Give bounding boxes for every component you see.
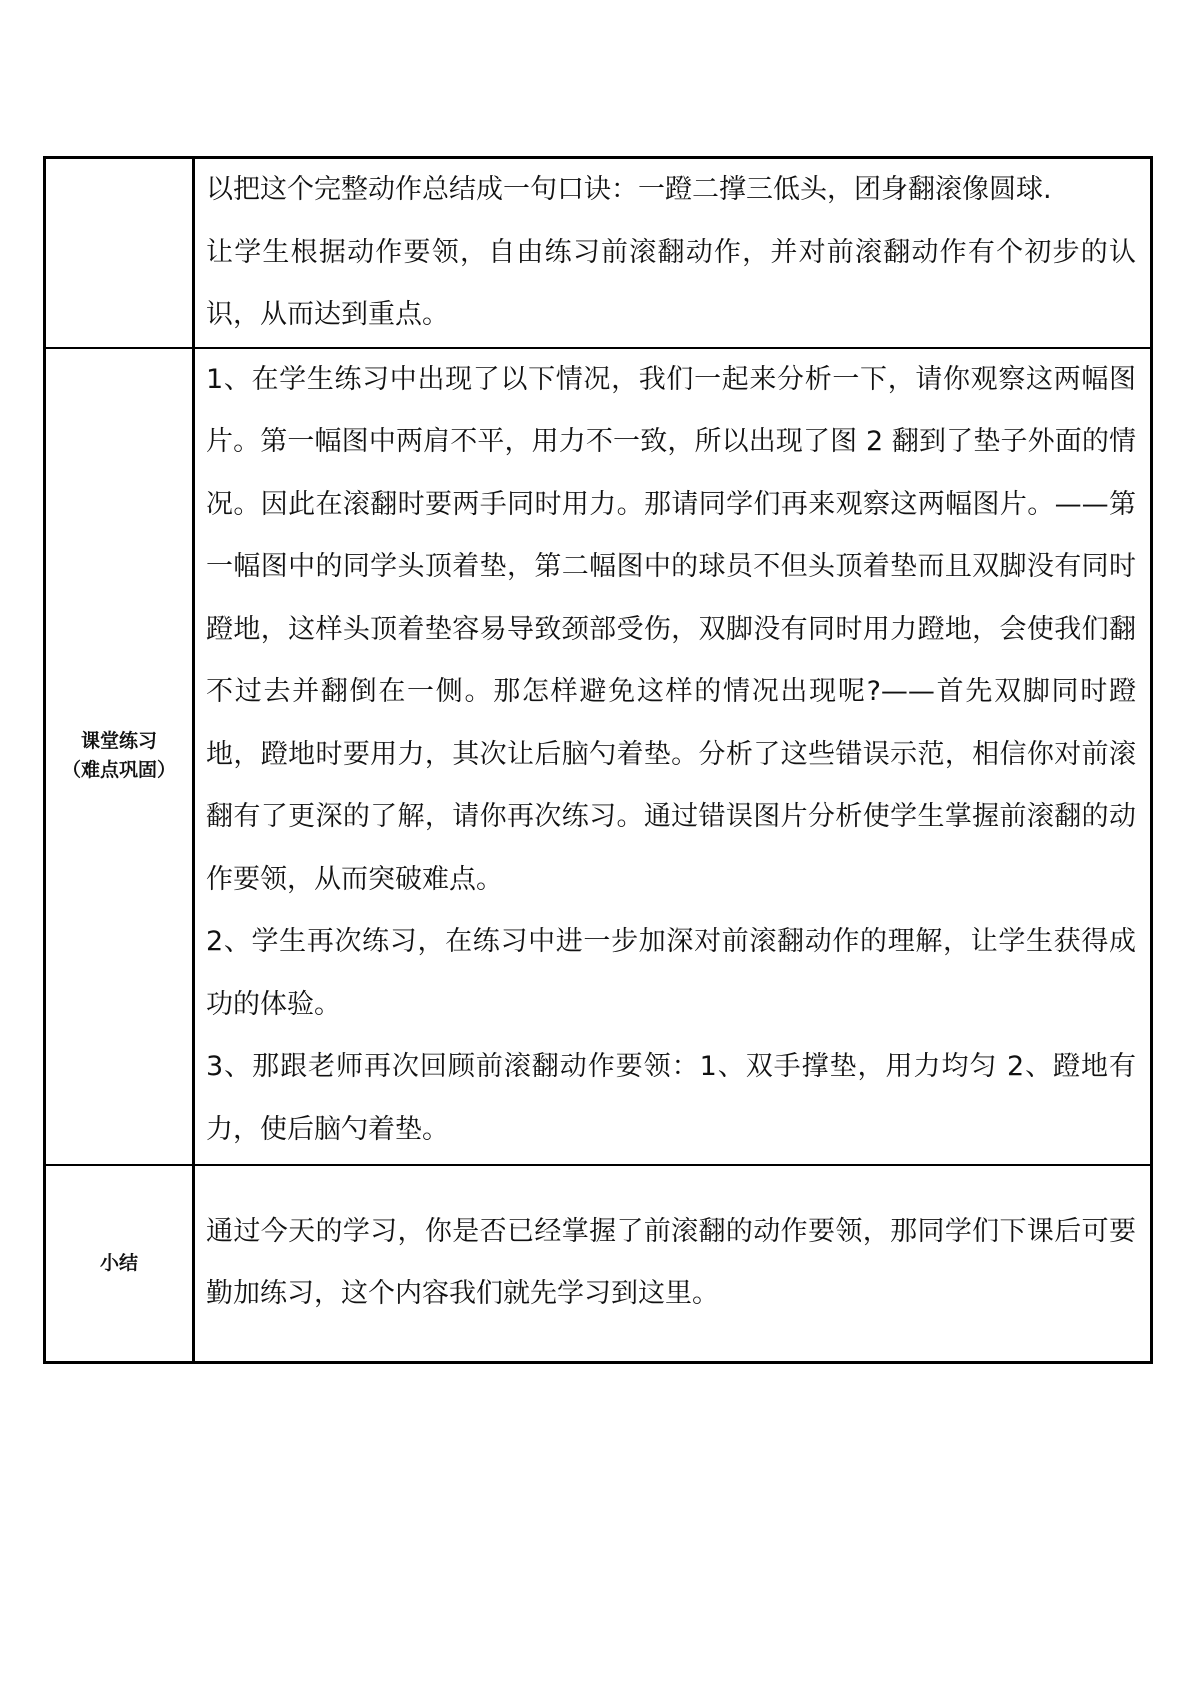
row-content-cell (194, 158, 1152, 348)
row-content-cell (194, 1165, 1152, 1363)
row-label-cell (45, 348, 194, 1165)
row-label-cell (45, 1165, 194, 1363)
row-label-cell (45, 158, 194, 348)
paragraph: 通过今天的学习，你是否已经掌握了前滚翻的动作要领，那同学们下课后可要勤加练习，这个内容我们就先学习到这里。 (206, 1215, 1136, 1309)
table-row (45, 348, 1152, 1165)
paragraph: 让学生根据动作要领，自由练习前滚翻动作，并对前滚翻动作有个初步的认识，从而达到重点。 (206, 236, 1136, 330)
row-label-line: （难点巩固） (61, 759, 176, 781)
paragraph: 2、学生再次练习，在练习中进一步加深对前滚翻动作的理解，让学生获得成功的体验。 (206, 926, 1136, 1020)
paragraph: 1、在学生练习中出现了以下情况，我们一起来分析一下，请你观察这两幅图片。第一幅图中两肩不平，用力不一致，所以出现了图 2 翻到了垫子外面的情况。因此在滚翻时要两手同时用力。那请同学们再来观察这两幅图片。——第一幅图中的同学头顶着垫，第二幅图中的球员不但头顶着垫而且双脚没有同时蹬地，这样头顶着垫容易导致颈部受伤，双脚没有同时用力蹬地，会使我们翻不过去并翻倒在一侧。那怎样避免这样的情况出现呢?——首先双脚同时蹬地，蹬地时要用力，其次让后脑勺着垫。分析了这些错误示范，相信你对前滚翻有了更深的了解，请你再次练习。通过错误图片分析使学生掌握前滚翻的动作要领，从而突破难点。 (206, 363, 1136, 895)
row-label-line: 小结 (99, 1251, 138, 1274)
row-content-cell (194, 348, 1152, 1165)
row-label-line: 课堂练习 (80, 730, 157, 752)
table-row (45, 158, 1152, 348)
lesson-plan-table (43, 156, 1153, 1364)
paragraph: 以把这个完整动作总结成一句口诀：一蹬二撑三低头，团身翻滚像圆球. (206, 174, 1052, 205)
paragraph: 3、那跟老师再次回顾前滚翻动作要领：1、双手撑垫，用力均匀 2、蹬地有力，使后脑勺着垫。 (206, 1051, 1136, 1145)
table-row (45, 1165, 1152, 1363)
